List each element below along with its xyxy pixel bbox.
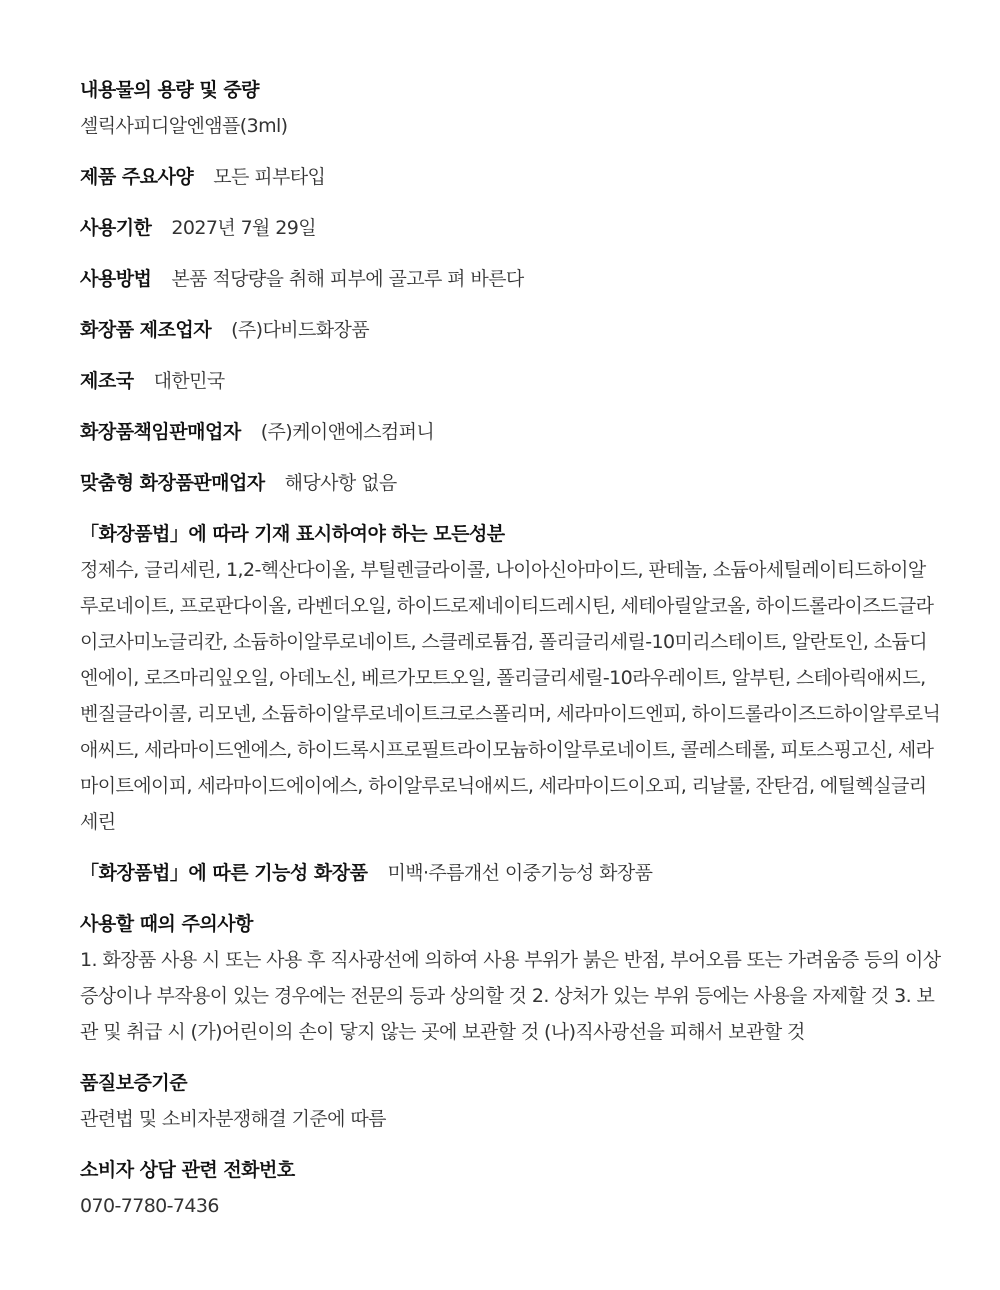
- seller-label: 화장품책임판매업자: [80, 421, 241, 443]
- quality-label: 품질보증기준: [80, 1072, 188, 1094]
- phone-value: 070-7780-7436: [80, 1195, 219, 1217]
- manufacturer-section: [80, 312, 942, 348]
- usage-value: 본품 적당량을 취해 피부에 골고루 펴 바른다: [171, 268, 524, 290]
- caution-value: 1. 화장품 사용 시 또는 사용 후 직사광선에 의하여 사용 부위가 붉은 반점, 부어오름 또는 가려움증 등의 이상 증상이나 부작용이 있는 경우에는 전문의 등과 상의할 것 2. 상처가 있는 부위 등에는 사용을 자제할 것 3. 보관 및 취급 시 (가)어린이의 손이 닿지 않는 곳에 보관할 것 (나)직사광선을 피해서 보관할 것: [80, 949, 941, 1043]
- ingredients-value: 정제수, 글리세린, 1,2-헥산다이올, 부틸렌글라이콜, 나이아신아마이드, 판테놀, 소듐아세틸레이티드하이알루로네이트, 프로판다이올, 라벤더오일, 하이드로제네이티드레시틴, 세테아릴알코올, 하이드롤라이즈드글라이코사미노글리칸, 소듐하이알루로네이트, 스클레로튬검, 폴리글리세릴-10미리스테이트, 알란토인, 소듐디엔에이, 로즈마리잎오일, 아데노신, 베르가모트오일, 폴리글리세릴-10라우레이트, 알부틴, 스테아릭애씨드, 벤질글라이콜, 리모넨, 소듐하이알루로네이트크로스폴리머, 세라마이드엔피, 하이드롤라이즈드하이알루로닉애씨드, 세라마이드엔에스, 하이드록시프로필트라이모늄하이알루로네이트, 콜레스테롤, 피토스핑고신, 세라마이트에이피, 세라마이드에이에스, 하이알루로닉애씨드, 세라마이드이오피, 리날룰, 잔탄검, 에틸헥실글리세린: [80, 559, 941, 833]
- quality-section: [80, 1065, 942, 1137]
- capacity-section: [80, 72, 942, 144]
- phone-label: 소비자 상담 관련 전화번호: [80, 1159, 295, 1181]
- functional-label: 「화장품법」에 따른 기능성 화장품: [80, 862, 368, 884]
- custom-seller-section: [80, 465, 942, 501]
- expiry-section: [80, 210, 942, 246]
- country-section: [80, 363, 942, 399]
- country-label: 제조국: [80, 370, 134, 392]
- usage-label: 사용방법: [80, 268, 152, 290]
- spec-label: 제품 주요사양: [80, 166, 194, 188]
- usage-section: [80, 261, 942, 297]
- capacity-label: 내용물의 용량 및 중량: [80, 79, 260, 101]
- quality-value: 관련법 및 소비자분쟁해결 기준에 따름: [80, 1108, 386, 1130]
- capacity-value: 셀릭사피디알엔앰플(3ml): [80, 115, 288, 137]
- custom-seller-value: 해당사항 없음: [284, 472, 397, 494]
- manufacturer-label: 화장품 제조업자: [80, 319, 212, 341]
- spec-section: [80, 159, 942, 195]
- expiry-value: 2027년 7월 29일: [171, 217, 316, 239]
- phone-section: [80, 1152, 942, 1224]
- caution-label: 사용할 때의 주의사항: [80, 913, 253, 935]
- caution-section: [80, 906, 942, 1050]
- spec-value: 모든 피부타입: [213, 166, 326, 188]
- manufacturer-value: (주)다비드화장품: [231, 319, 369, 341]
- seller-section: [80, 414, 942, 450]
- expiry-label: 사용기한: [80, 217, 152, 239]
- custom-seller-label: 맞춤형 화장품판매업자: [80, 472, 265, 494]
- functional-section: [80, 855, 942, 891]
- country-value: 대한민국: [153, 370, 225, 392]
- ingredients-section: [80, 516, 942, 840]
- seller-value: (주)케이앤에스컴퍼니: [260, 421, 435, 443]
- functional-value: 미백·주름개선 이중기능성 화장품: [387, 862, 653, 884]
- ingredients-label: 「화장품법」에 따라 기재 표시하여야 하는 모든성분: [80, 523, 505, 545]
